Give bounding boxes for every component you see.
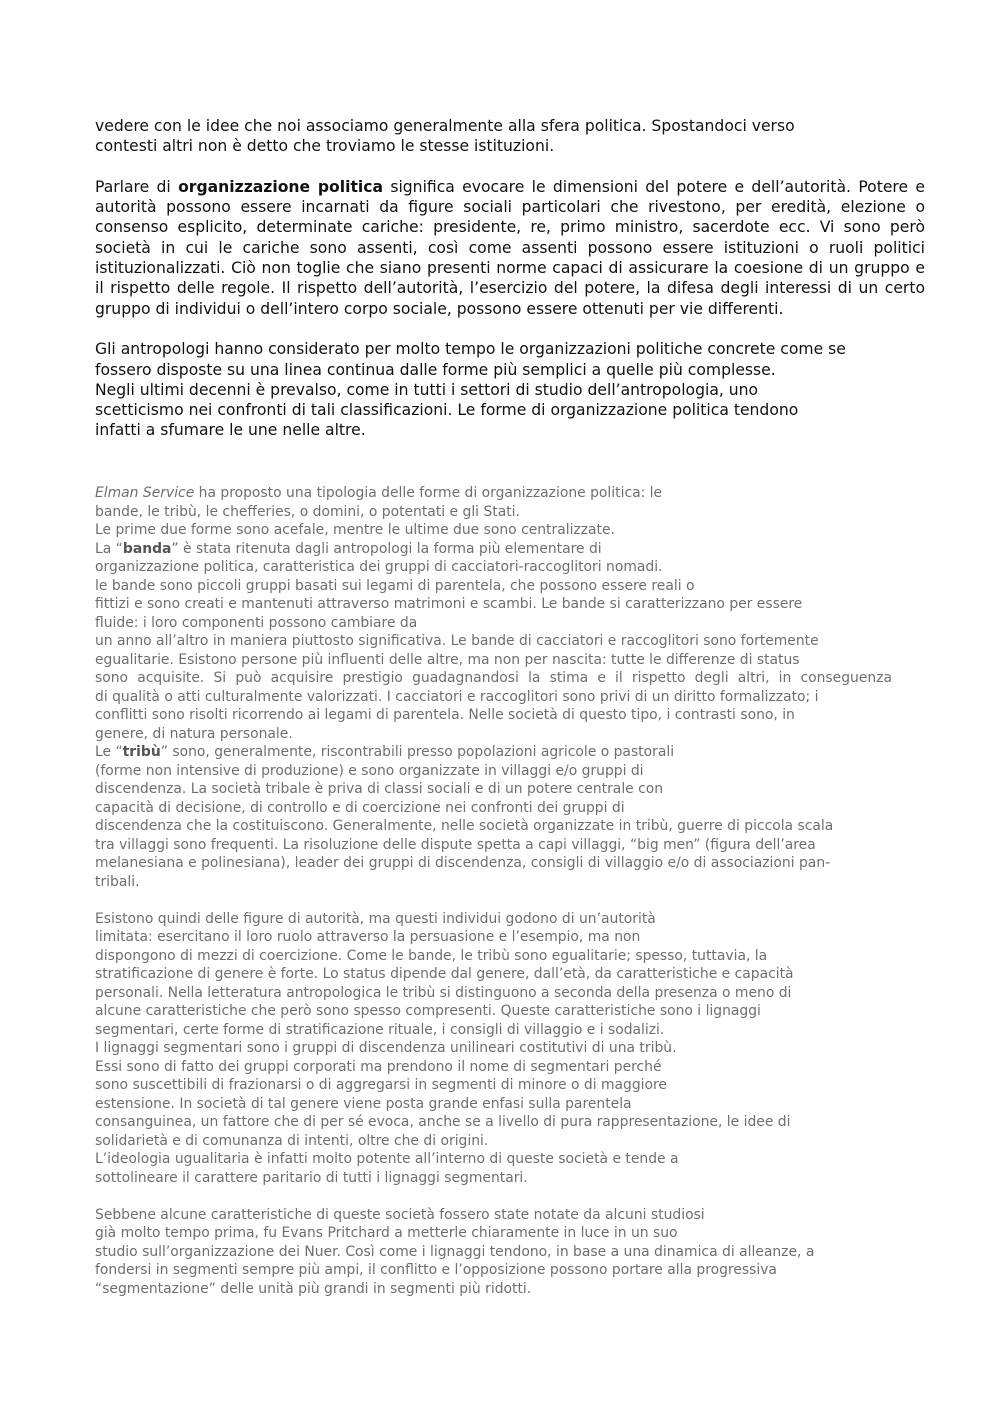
text-line: infatti a sfumare le une nelle altre. (95, 421, 366, 440)
text-line: estensione. In società di tal genere viene posta grande enfasi sulla parentela (95, 1095, 632, 1112)
text-span: Le “ (95, 744, 123, 760)
text-line: bande, le tribù, le chefferies, o domini, o potentati e gli Stati. (95, 503, 520, 520)
bold-term: organizzazione politica (178, 177, 384, 196)
text-span: ” sono, generalmente, riscontrabili presso popolazioni agricole o pastorali (160, 744, 675, 760)
text-line: I lignaggi segmentari sono i gruppi di discendenza unilineari costitutivi di una tribù. (95, 1040, 677, 1056)
anthropologists-paragraph (95, 339, 925, 440)
text-line: le bande sono piccoli gruppi basati sui legami di parentela, che possono essere reali o (95, 577, 695, 594)
text-span: ” è stata ritenuta dagli antropologi la forma più elementare di (171, 540, 602, 557)
text-line: tra villaggi sono frequenti. La risoluzione delle dispute spetta a capi villaggi, “big men” (figura dell’area (95, 836, 816, 853)
text-line (95, 540, 925, 559)
text-line (95, 743, 925, 762)
text-line: L’ideologia ugualitaria è infatti molto potente all’interno di queste società e tende a (95, 1151, 679, 1167)
text-line: sono acquisite. Si può acquisire prestigio guadagnandosi la stima e il rispetto degli altri, in conseguenza (95, 670, 892, 686)
text-line: Le prime due forme sono acefale, mentre le ultime due sono centralizzate. (95, 522, 615, 538)
text-line: genere, di natura personale. (95, 725, 293, 742)
bold-term: tribù (122, 744, 161, 760)
text-line: di qualità o atti culturalmente valorizzati. I cacciatori e raccoglitori sono privi di un diritto formalizzato; i (95, 688, 819, 705)
bold-term: banda (122, 540, 172, 557)
quoted-text-section (95, 484, 925, 1298)
text-line: consanguinea, un fattore che di per sé evoca, anche se a livello di pura rappresentazione, le idee di (95, 1114, 791, 1130)
text-span: ha proposto una tipologia delle forme di organizzazione politica: le (194, 485, 663, 501)
text-line: Sebbene alcune caratteristiche di queste società fossero state notate da alcuni studiosi (95, 1206, 705, 1223)
political-organization-paragraph (95, 177, 925, 319)
text-line: stratificazione di genere è forte. Lo status dipende dal genere, dall’età, da caratteristiche e capacità (95, 966, 794, 982)
text-span: La “ (95, 540, 123, 557)
text-line: “segmentazione” delle unità più grandi in segmenti più ridotti. (95, 1280, 532, 1297)
service-typology-paragraph (95, 484, 925, 891)
text-line: Esistono quindi delle figure di autorità, ma questi individui godono di un’autorità (95, 910, 656, 927)
evans-pritchard-paragraph (95, 1206, 925, 1299)
text-line: (forme non intensive di produzione) e sono organizzate in villaggi e/o gruppi di (95, 762, 644, 779)
text-line: un anno all’altro in maniera piuttosto significativa. Le bande di cacciatori e raccoglitori sono fortemente (95, 633, 819, 649)
main-text-section (95, 116, 925, 441)
text-line: egualitarie. Esistono persone più influenti delle altre, ma non per nascita: tutte le differenze di status (95, 651, 800, 668)
text-line: Essi sono di fatto dei gruppi corporati ma prendono il nome di segmentari perché (95, 1058, 662, 1075)
text-line: solidarietà e di comunanza di intenti, oltre che di origini. (95, 1132, 489, 1149)
text-line: capacità di decisione, di controllo e di coercizione nei confronti dei gruppi di (95, 799, 625, 816)
authority-paragraph (95, 910, 925, 1188)
text-line: sottolineare il carattere paritario di tutti i lignaggi segmentari. (95, 1169, 528, 1186)
text-span: Parlare di (95, 177, 179, 196)
text-line: studio sull’organizzazione dei Nuer. Così come i lignaggi tendono, in base a una dinamica di alleanze, a (95, 1243, 815, 1260)
text-line: personali. Nella letteratura antropologica le tribù si distinguono a seconda della presenza o meno di (95, 984, 792, 1001)
text-line (95, 484, 925, 503)
text-line: fossero disposte su una linea continua dalle forme più semplici a quelle più complesse. (95, 360, 776, 379)
text-line: contesti altri non è detto che troviamo le stesse istituzioni. (95, 137, 555, 156)
text-line: scetticismo nei confronti di tali classificazioni. Le forme di organizzazione politica tendono (95, 401, 799, 420)
text-line: tribali. (95, 873, 140, 890)
text-line: Negli ultimi decenni è prevalso, come in tutti i settori di studio dell’antropologia, uno (95, 380, 759, 399)
text-line: organizzazione politica, caratteristica dei gruppi di cacciatori-raccoglitori nomadi. (95, 559, 663, 575)
text-line: fluide: i loro componenti possono cambiare da (95, 614, 418, 631)
text-line: già molto tempo prima, fu Evans Pritchard a metterle chiaramente in luce in un suo (95, 1225, 678, 1241)
text-line: segmentari, certe forme di stratificazione rituale, i consigli di villaggio e i sodalizi. (95, 1021, 665, 1038)
author-name: Elman Service (95, 485, 195, 501)
text-line: dispongono di mezzi di coercizione. Come le bande, le tribù sono egualitarie; spesso, tuttavia, la (95, 947, 768, 964)
text-line: limitata: esercitano il loro ruolo attraverso la persuasione e l’esempio, ma non (95, 929, 641, 945)
text-line: sono suscettibili di frazionarsi o di aggregarsi in segmenti di minore o di maggiore (95, 1077, 667, 1093)
text-line: melanesiana e polinesiana), leader dei gruppi di discendenza, consigli di villaggio e/o di associazioni pan- (95, 855, 831, 871)
text-line: fondersi in segmenti sempre più ampi, il conflitto e l’opposizione possono portare alla progressiva (95, 1262, 777, 1278)
intro-paragraph (95, 116, 925, 157)
text-span: significa evocare le dimensioni del potere e dell’autorità. Potere e autorità possono essere incarnati da figure sociali particolari che rivestono, per eredità, elezione o consenso esplicito, determinate cariche: presidente, re, primo ministro, sacerdote ecc. Vi sono però società in cui le cariche sono assenti, così come assenti possono essere istituzioni o ruoli politici istituzionalizzati. Ciò non toglie che siano presenti norme capaci di assicurare la coesione di un gruppo e il rispetto delle regole. Il rispetto dell’autorità, l’esercizio del potere, la difesa degli interessi di un certo gruppo di individui o dell’intero corpo sociale, possono essere ottenuti per vie differenti. (95, 177, 925, 318)
text-line: fittizi e sono creati e mantenuti attraverso matrimoni e scambi. Le bande si caratterizzano per essere (95, 596, 803, 612)
text-line: vedere con le idee che noi associamo generalmente alla sfera politica. Spostandoci verso (95, 117, 795, 135)
text-line: alcune caratteristiche che però sono spesso compresenti. Queste caratteristiche sono i lignaggi (95, 1003, 761, 1019)
text-line: discendenza. La società tribale è priva di classi sociali e di un potere centrale con (95, 781, 664, 797)
text-line: Gli antropologi hanno considerato per molto tempo le organizzazioni politiche concrete come se (95, 340, 846, 359)
text-line: discendenza che la costituiscono. Generalmente, nelle società organizzate in tribù, guerre di piccola scala (95, 818, 834, 834)
text-line: conflitti sono risolti ricorrendo ai legami di parentela. Nelle società di questo tipo, i contrasti sono, in (95, 707, 795, 723)
